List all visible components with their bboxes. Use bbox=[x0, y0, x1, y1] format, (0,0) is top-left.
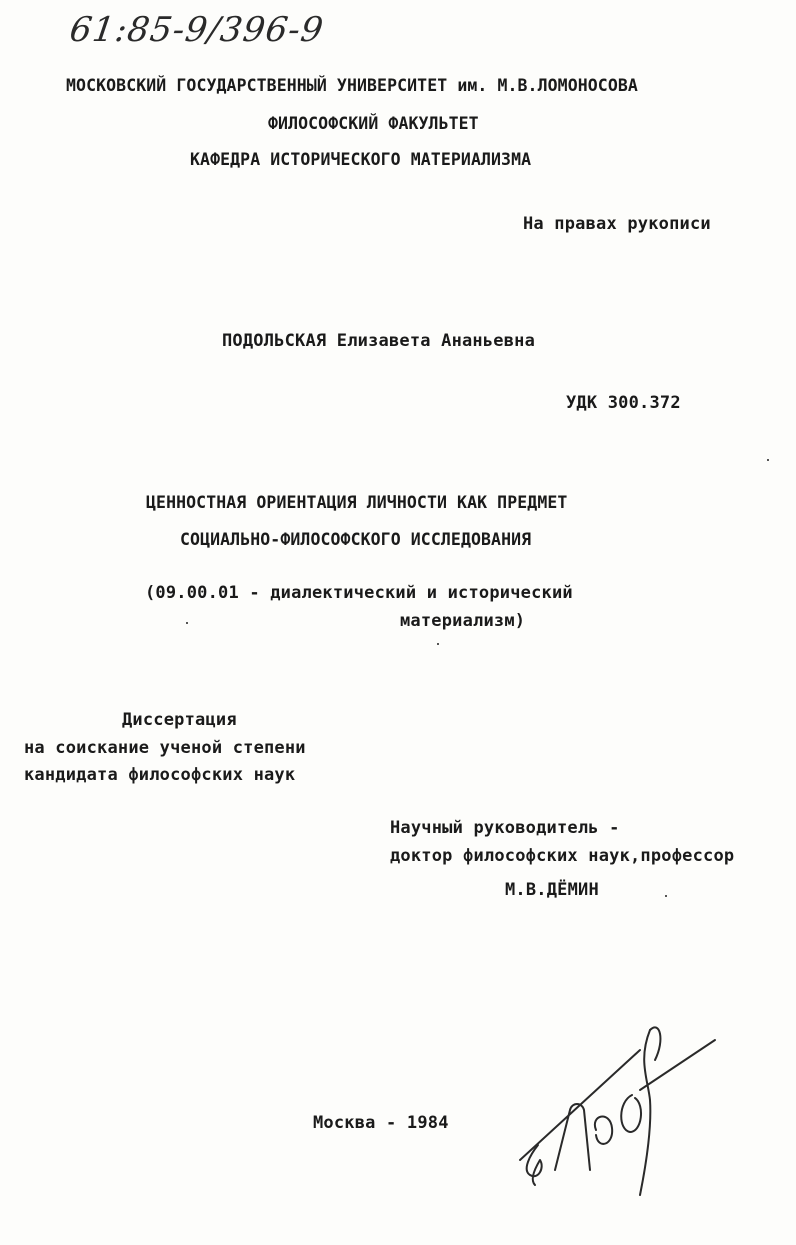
specialty-line-1: (09.00.01 - диалектический и исторический bbox=[145, 583, 573, 603]
scan-speck bbox=[437, 643, 439, 645]
degree-line-1: Диссертация bbox=[122, 710, 237, 730]
scan-speck bbox=[665, 895, 667, 897]
specialty-line-2: материализм) bbox=[400, 611, 526, 631]
faculty-heading: ФИЛОСОФСКИЙ ФАКУЛЬТЕТ bbox=[268, 114, 479, 133]
scan-speck bbox=[186, 622, 188, 624]
supervisor-name: М.В.ДЁМИН bbox=[505, 880, 599, 900]
degree-line-2: на соискание ученой степени bbox=[24, 738, 306, 758]
scan-speck bbox=[767, 459, 769, 461]
degree-line-3: кандидата философских наук bbox=[24, 765, 296, 785]
handwritten-signature bbox=[500, 1020, 730, 1200]
department-heading: КАФЕДРА ИСТОРИЧЕСКОГО МАТЕРИАЛИЗМА bbox=[190, 150, 532, 169]
supervisor-line-1: Научный руководитель - bbox=[390, 818, 620, 838]
author-name: ПОДОЛЬСКАЯ Елизавета Ананьевна bbox=[222, 331, 536, 351]
university-heading: МОСКОВСКИЙ ГОСУДАРСТВЕННЫЙ УНИВЕРСИТЕТ им. М.В.ЛОМОНОСОВА bbox=[66, 76, 638, 95]
place-year: Москва - 1984 bbox=[313, 1113, 449, 1133]
supervisor-line-2: доктор философских наук,профессор bbox=[390, 846, 735, 866]
title-line-2: СОЦИАЛЬНО-ФИЛОСОФСКОГО ИССЛЕДОВАНИЯ bbox=[180, 530, 532, 549]
manuscript-note: На правах рукописи bbox=[523, 214, 711, 234]
title-line-1: ЦЕННОСТНАЯ ОРИЕНТАЦИЯ ЛИЧНОСТИ КАК ПРЕДМЕТ bbox=[146, 493, 568, 512]
udc-code: УДК 300.372 bbox=[566, 393, 681, 413]
archive-mark-handwritten: 61:85-9/396-9 bbox=[67, 10, 327, 50]
